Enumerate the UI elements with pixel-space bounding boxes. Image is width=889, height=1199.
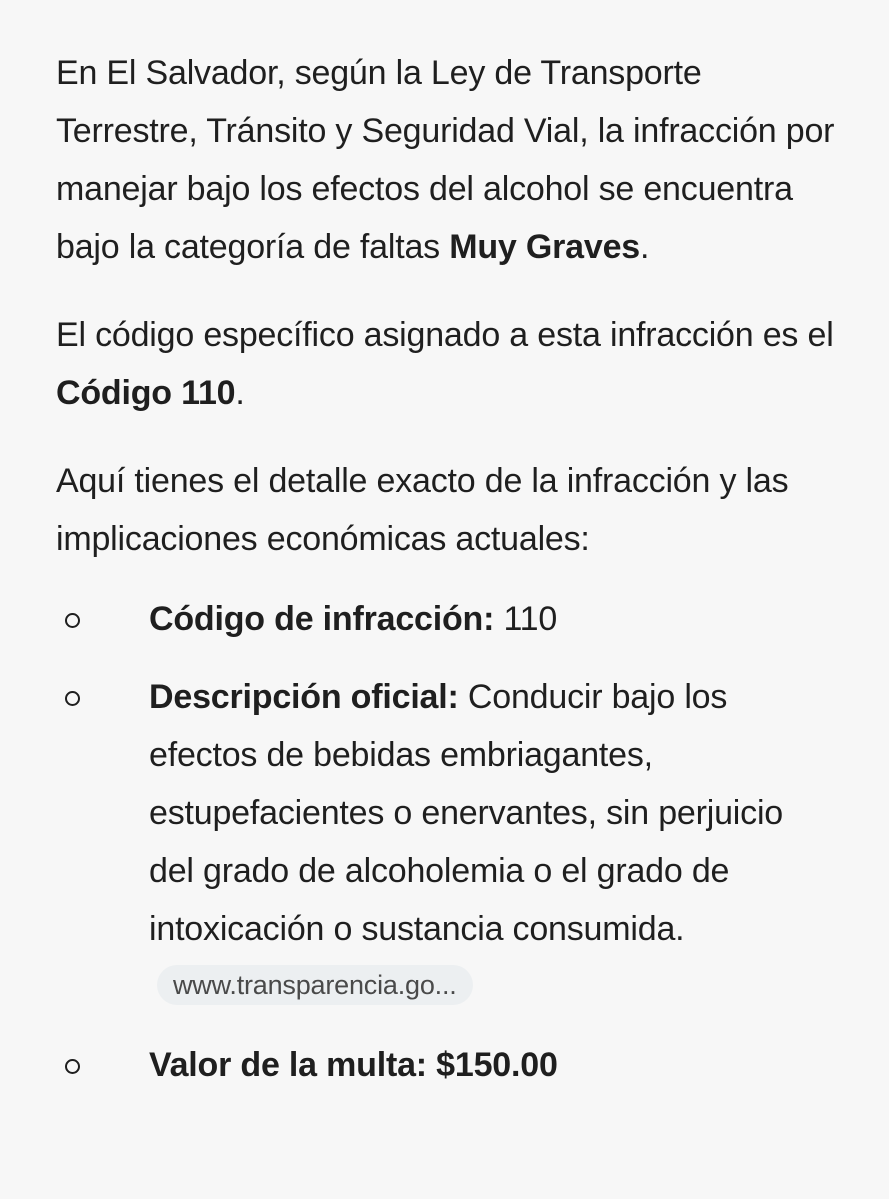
- code-text: El código específico asignado a esta infracción es el: [56, 316, 834, 354]
- fine-label: Valor de la multa: $150.00: [149, 1046, 558, 1084]
- list-item-fine: [56, 1036, 836, 1094]
- intro-text: En El Salvador, según la Ley de Transporte Terrestre, Tránsito y Seguridad Vial, la infracción por manejar bajo los efectos del alcohol se encuentra bajo la categoría de faltas: [56, 54, 835, 266]
- category-bold: Muy Graves: [449, 228, 640, 266]
- description-label: Descripción oficial:: [149, 678, 459, 716]
- list-item-description: [56, 668, 836, 1016]
- code-bold: Código 110: [56, 374, 236, 412]
- code-label: Código de infracción:: [149, 600, 495, 638]
- code-paragraph: [56, 306, 836, 422]
- intro-period: .: [640, 228, 650, 266]
- intro-paragraph: [56, 44, 836, 276]
- hollow-circle-bullet-icon: [65, 691, 80, 706]
- code-period: .: [235, 374, 245, 412]
- list-item-code: [56, 590, 836, 648]
- detail-paragraph: Aquí tienes el detalle exacto de la infracción y las implicaciones económicas actuales:: [56, 462, 789, 558]
- details-list: [56, 590, 836, 1094]
- hollow-circle-bullet-icon: [65, 1059, 80, 1074]
- chat-response: [56, 44, 836, 1114]
- code-value: 110: [494, 600, 558, 638]
- hollow-circle-bullet-icon: [65, 613, 80, 628]
- source-link-chip[interactable]: www.transparencia.go...: [157, 965, 473, 1005]
- description-value: Conducir bajo los efectos de bebidas embriagantes, estupefacientes o enervantes, sin perjuicio del grado de alcoholemia o el grado de intoxicación o sustancia consumida.: [149, 678, 784, 948]
